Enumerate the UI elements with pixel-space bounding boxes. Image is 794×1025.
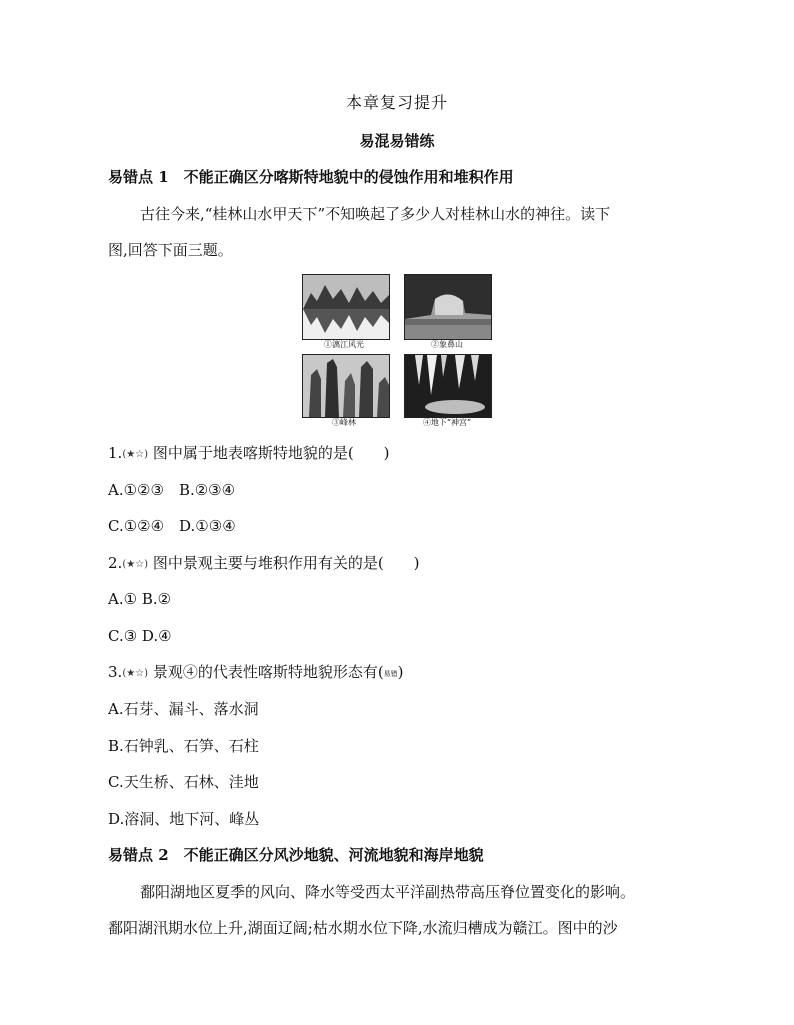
question-3-text-end: ) (397, 663, 404, 681)
question-1-options-row-1: A.①②③ B.②③④ (108, 481, 236, 499)
question-3-option-b: B.石钟乳、石笋、石柱 (108, 737, 259, 755)
underground-palace-photo (404, 354, 492, 418)
section-2-paragraph-line-2: 鄱阳湖汛期水位上升,湖面辽阔;枯水期水位下降,水流归槽成为赣江。图中的沙 (108, 919, 618, 937)
karst-photo-figure (299, 272, 495, 432)
question-3-stem (108, 662, 404, 684)
error-prone-tag: 易错 (383, 670, 398, 678)
question-2-stem (108, 553, 420, 575)
error-point-2-heading: 易错点 2 不能正确区分风沙地貌、河流地貌和海岸地貌 (108, 846, 484, 864)
caption-1: ①漓江风光 (324, 340, 364, 349)
question-3-option-d: D.溶洞、地下河、峰丛 (108, 810, 260, 828)
question-1-text: 图中属于地表喀斯特地貌的是( ) (148, 444, 390, 462)
difficulty-stars-icon: (★☆) (122, 449, 149, 460)
peak-forest-photo (302, 354, 390, 418)
question-3-text: 景观④的代表性喀斯特地貌形态有( (148, 663, 384, 681)
question-1-stem (108, 443, 390, 465)
question-2-text: 图中景观主要与堆积作用有关的是( ) (148, 554, 420, 572)
caption-4: ④地下“神宫” (422, 418, 472, 427)
question-1-number: 1. (108, 444, 123, 462)
intro-paragraph-line-2: 图,回答下面三题。 (108, 241, 233, 259)
section-subtitle: 易混易错练 (359, 132, 435, 150)
caption-2: ②象鼻山 (431, 340, 463, 349)
question-3-option-c: C.天生桥、石林、洼地 (108, 773, 259, 791)
intro-paragraph-line-1: 古往今来,“桂林山水甲天下”不知唤起了多少人对桂林山水的神往。读下 (140, 205, 611, 223)
caption-3: ③峰林 (332, 418, 356, 427)
section-2-paragraph-line-1: 鄱阳湖地区夏季的风向、降水等受西太平洋副热带高压脊位置变化的影响。 (140, 883, 636, 901)
question-3-option-a: A.石芽、漏斗、落水洞 (108, 700, 259, 718)
question-2-options-row-2: C.③ D.④ (108, 627, 172, 645)
elephant-trunk-hill-photo (404, 274, 492, 340)
difficulty-stars-icon: (★☆) (122, 668, 149, 679)
error-point-1-heading: 易错点 1 不能正确区分喀斯特地貌中的侵蚀作用和堆积作用 (108, 168, 514, 186)
question-3-number: 3. (108, 663, 123, 681)
question-1-options-row-2: C.①②④ D.①③④ (108, 517, 236, 535)
question-2-options-row-1: A.① B.② (108, 590, 172, 608)
difficulty-stars-icon: (★☆) (122, 559, 149, 570)
question-2-number: 2. (108, 554, 123, 572)
li-river-photo (302, 274, 390, 340)
page-title: 本章复习提升 (345, 93, 448, 112)
